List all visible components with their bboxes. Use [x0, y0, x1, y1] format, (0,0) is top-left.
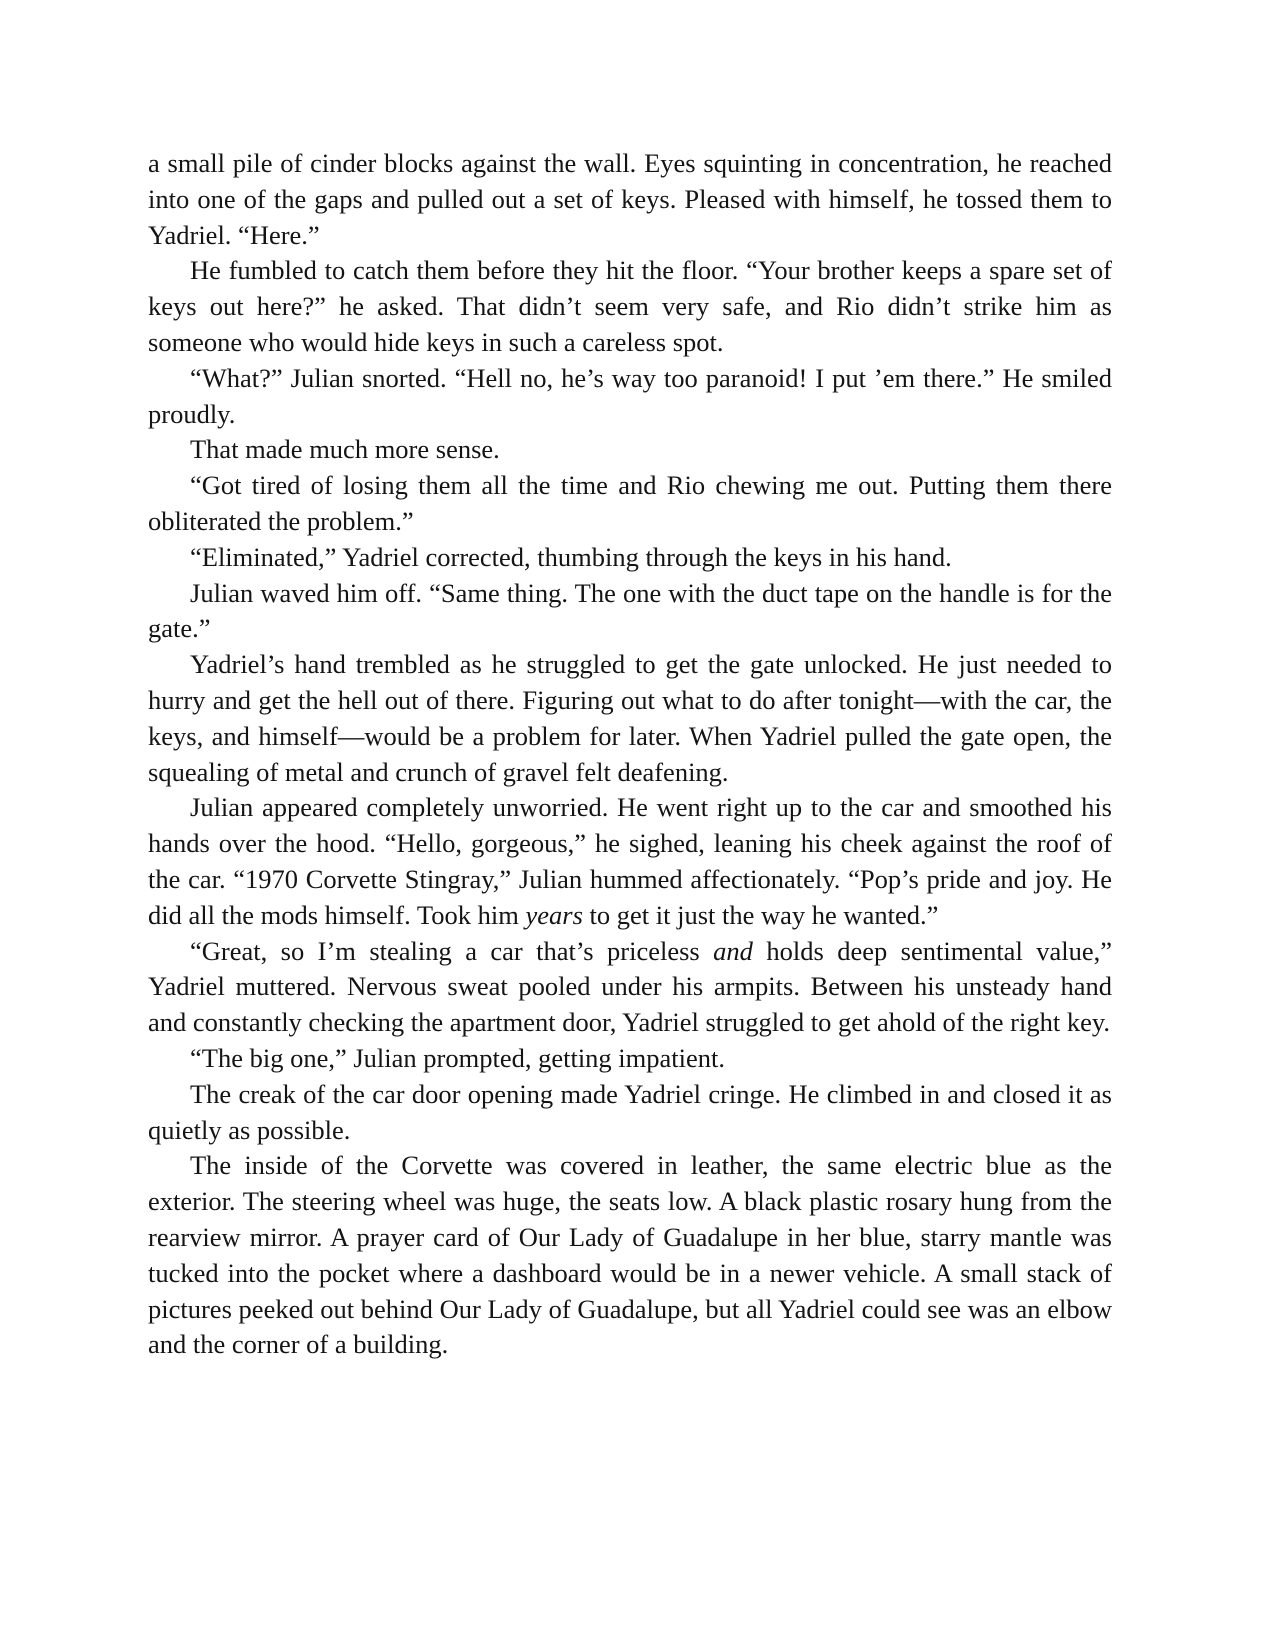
paragraph [148, 361, 1112, 433]
text-run: The inside of the Corvette was covered in leather, the same electric blue as the exterior. The steering wheel was huge, the seats low. A black plastic rosary hung from the rearview mirror. A prayer card of Our Lady of Guadalupe in her blue, starry mantle was tucked into the pocket where a dashboard would be in a newer vehicle. A small stack of pictures peeked out behind Our Lady of Guadalupe, but all Yadriel could see was an elbow and the corner of a building. [148, 1150, 1112, 1360]
text-run: “Great, so I’m stealing a car that’s priceless [190, 935, 714, 966]
paragraph [148, 468, 1112, 540]
paragraph [148, 540, 1112, 576]
paragraph [148, 647, 1112, 790]
text-run: “What?” Julian snorted. “Hell no, he’s way too paranoid! I put ’em there.” He smiled proudly. [148, 362, 1112, 429]
paragraph [148, 934, 1112, 1041]
text-run: Julian appeared completely unworried. He went right up to the car and smoothed his hands over the hood. “Hello, gorgeous,” he sighed, leaning his cheek against the roof of the car. “1970 Corvette Stingray,” Julian hummed affectionately. “Pop’s pride and joy. He did all the mods himself. Took him [148, 792, 1112, 930]
text-run: The creak of the car door opening made Yadriel cringe. He climbed in and closed it as quietly as possible. [148, 1078, 1112, 1145]
text-run: a small pile of cinder blocks against the wall. Eyes squinting in concentration, he reached into one of the gaps and pulled out a set of keys. Pleased with himself, he tossed them to Yadriel. “Here.” [148, 148, 1112, 250]
paragraph [148, 576, 1112, 648]
text-run: holds deep sentimental value,” Yadriel muttered. Nervous sweat pooled under his armpits. Between his unsteady hand and constantly checking the apartment door, Yadriel struggled to get ahold of the right key. [148, 935, 1113, 1038]
italic-text-run: years [525, 899, 583, 930]
paragraph [148, 432, 1112, 468]
page-body [148, 146, 1112, 1363]
text-run: “Eliminated,” Yadriel corrected, thumbing through the keys in his hand. [190, 541, 952, 572]
text-run: Julian waved him off. “Same thing. The one with the duct tape on the handle is for the gate.” [148, 577, 1112, 644]
italic-text-run: and [713, 935, 753, 966]
paragraph [148, 790, 1112, 933]
text-run: “The big one,” Julian prompted, getting impatient. [190, 1042, 726, 1073]
paragraph [148, 253, 1112, 360]
text-run: He fumbled to catch them before they hit the floor. “Your brother keeps a spare set of keys out here?” he asked. That didn’t seem very safe, and Rio didn’t strike him as someone who would hide keys in such a careless spot. [148, 255, 1112, 357]
text-run: to get it just the way he wanted.” [582, 899, 939, 930]
text-run: That made much more sense. [190, 434, 500, 465]
text-run: Yadriel’s hand trembled as he struggled to get the gate unlocked. He just needed to hurry and get the hell out of there. Figuring out what to do after tonight—with the car, the keys, and himself—would be a problem for later. When Yadriel pulled the gate open, the squealing of metal and crunch of gravel felt deafening. [148, 649, 1112, 787]
paragraph [148, 146, 1112, 253]
paragraph [148, 1041, 1112, 1077]
text-run: “Got tired of losing them all the time and Rio chewing me out. Putting them there obliterated the problem.” [148, 470, 1112, 536]
paragraph [148, 1077, 1112, 1149]
paragraph [148, 1148, 1112, 1363]
